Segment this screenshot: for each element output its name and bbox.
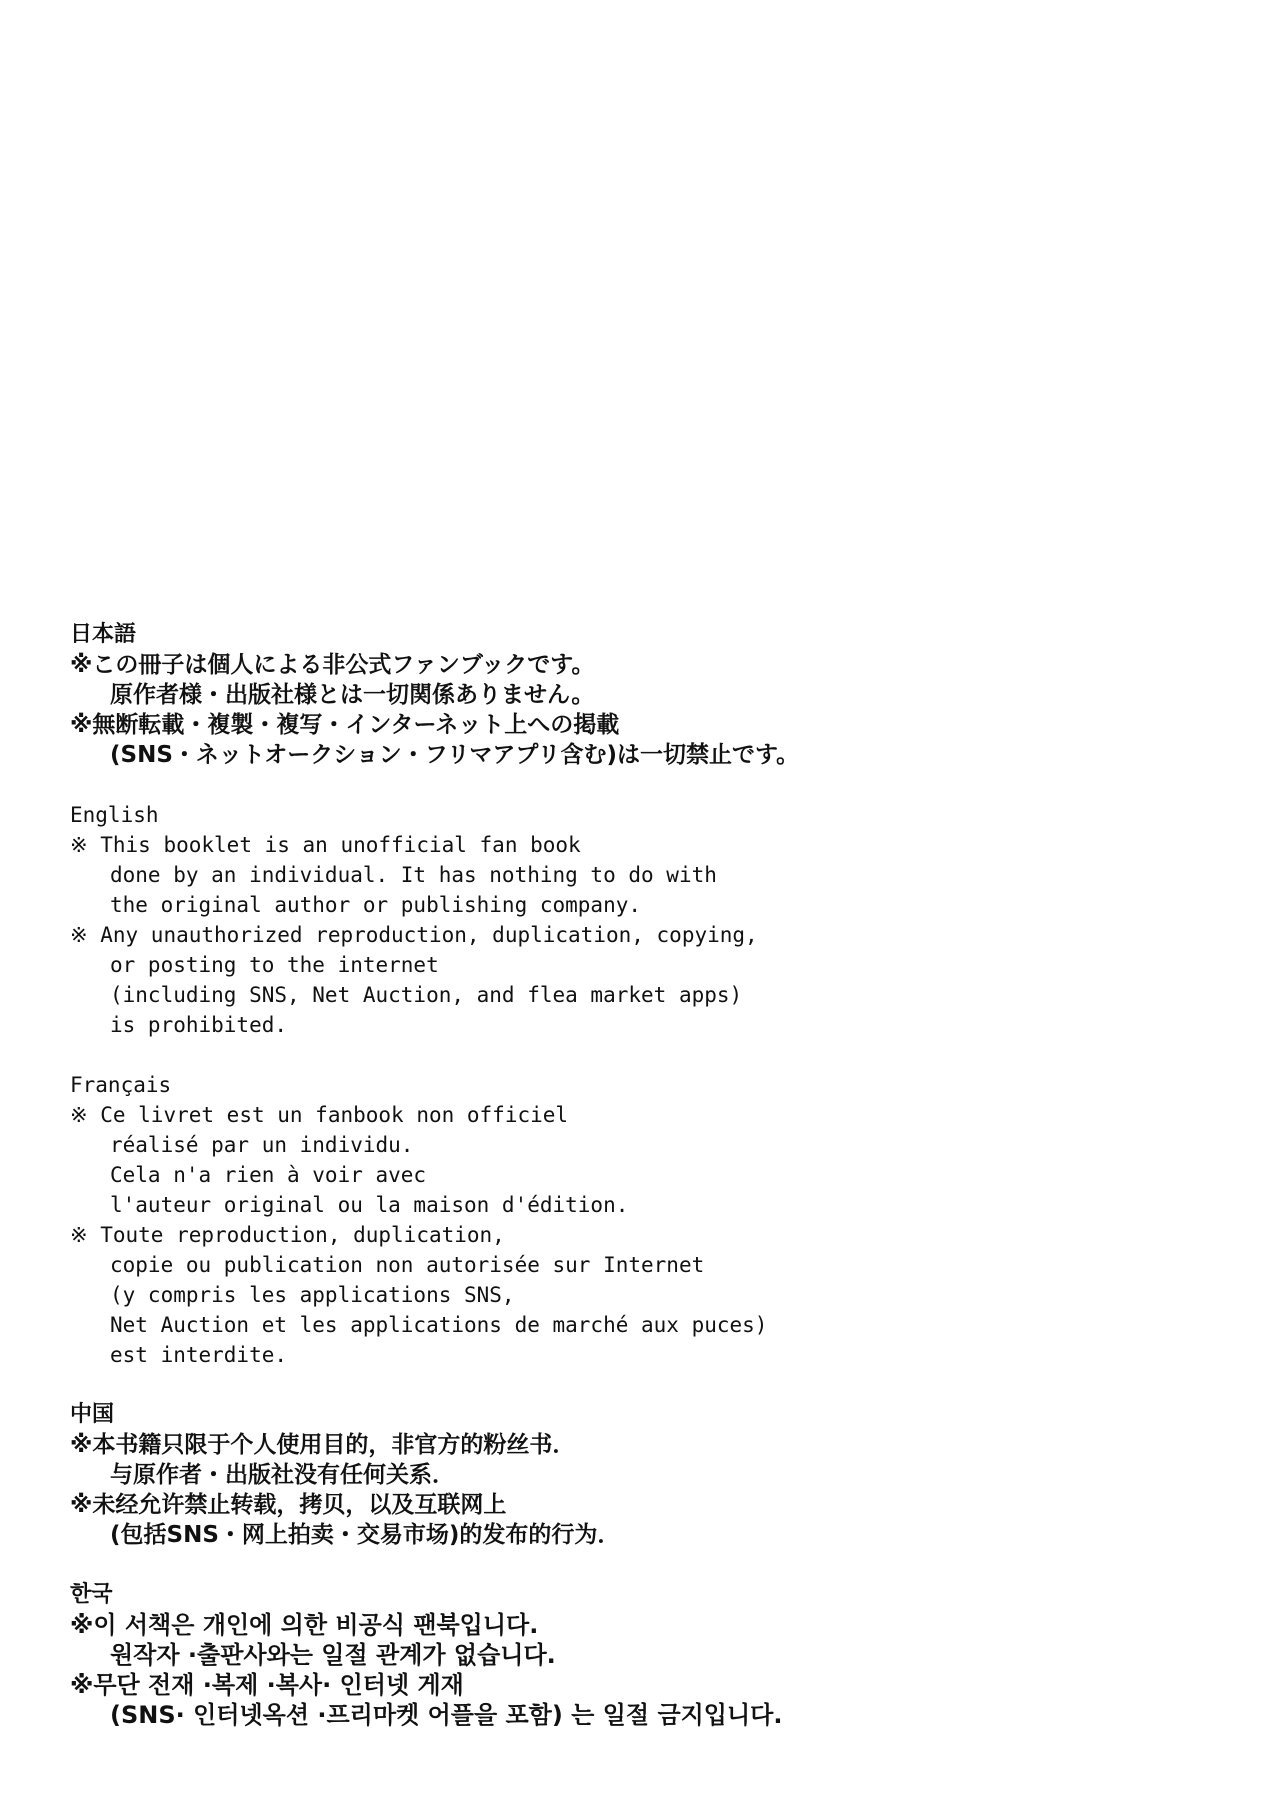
heading-japanese: 日本語 — [70, 622, 137, 647]
section-chinese — [70, 1400, 1210, 1550]
french-line-1: ※ Ce livret est un fanbook non officiel — [70, 1103, 569, 1127]
english-line-7: is prohibited. — [110, 1013, 288, 1037]
english-line-3: the original author or publishing company. — [110, 893, 642, 917]
french-line-2: réalisé par un individu. — [110, 1133, 414, 1157]
section-spacer — [70, 1550, 1210, 1580]
french-line-8: Net Auction et les applications de marché aux puces) — [110, 1313, 768, 1337]
section-spacer — [70, 1370, 1210, 1400]
section-english — [70, 800, 1210, 1040]
french-line-9: est interdite. — [110, 1343, 288, 1367]
section-korean — [70, 1580, 1210, 1730]
korean-line-4: (SNS· 인터넷옥션 ·프리마켓 어플을 포함) 는 일절 금지입니다. — [110, 1701, 783, 1729]
chinese-line-1: ※本书籍只限于个人使用目的，非官方的粉丝书． — [70, 1432, 576, 1458]
korean-line-3: ※무단 전재 ·복제 ·복사· 인터넷 게재 — [70, 1671, 464, 1699]
section-spacer — [70, 1040, 1210, 1070]
japanese-line-3: ※無断転載・複製・複写・インターネット上への掲載 — [70, 712, 620, 738]
heading-chinese: 中国 — [70, 1402, 115, 1427]
english-line-4: ※ Any unauthorized reproduction, duplication, copying, — [70, 923, 758, 947]
french-line-5: ※ Toute reproduction, duplication, — [70, 1223, 505, 1247]
japanese-line-2: 原作者様・出版社様とは一切関係ありません。 — [110, 682, 595, 708]
heading-korean: 한국 — [70, 1582, 113, 1607]
french-line-3: Cela n'a rien à voir avec — [110, 1163, 427, 1187]
korean-line-2: 원작자 ·출판사와는 일절 관계가 없습니다. — [110, 1641, 556, 1669]
korean-line-1: ※이 서책은 개인에 의한 비공식 팬북입니다. — [70, 1611, 539, 1639]
english-line-6: (including SNS, Net Auction, and flea market apps) — [110, 983, 743, 1007]
english-line-1: ※ This booklet is an unofficial fan book — [70, 833, 581, 857]
english-line-2: done by an individual. It has nothing to do with — [110, 863, 717, 887]
section-french — [70, 1070, 1210, 1370]
chinese-line-2: 与原作者・出版社没有任何关系． — [110, 1462, 455, 1488]
english-line-5: or posting to the internet — [110, 953, 439, 977]
french-line-7: (y compris les applications SNS, — [110, 1283, 515, 1307]
heading-french: Français — [70, 1073, 172, 1097]
japanese-line-1: ※この冊子は個人による非公式ファンブックです。 — [70, 652, 595, 678]
french-line-4: l'auteur original ou la maison d'édition. — [110, 1193, 629, 1217]
japanese-line-4: (SNS・ネットオークション・フリマアプリ含む)は一切禁止です。 — [110, 742, 800, 768]
heading-english: English — [70, 803, 159, 827]
chinese-line-4: (包括SNS・网上拍卖・交易市场)的发布的行为． — [110, 1522, 621, 1548]
copyright-notice — [70, 620, 1210, 1730]
section-japanese — [70, 620, 1210, 770]
section-spacer — [70, 770, 1210, 800]
chinese-line-3: ※未经允许禁止转载，拷贝，以及互联网上 — [70, 1492, 507, 1518]
french-line-6: copie ou publication non autorisée sur Internet — [110, 1253, 705, 1277]
